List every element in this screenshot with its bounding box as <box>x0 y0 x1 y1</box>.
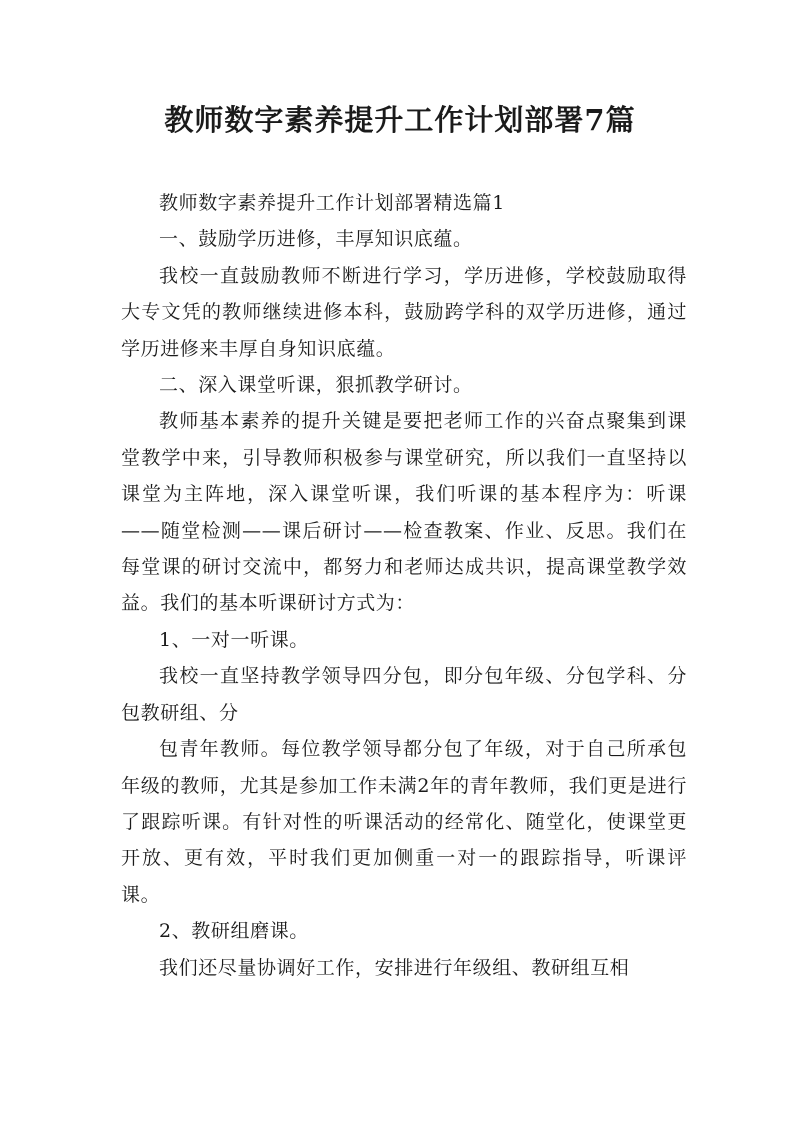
document-title: 教师数字素养提升工作计划部署7篇 <box>164 103 636 137</box>
section-heading-2: 二、深入课堂听课，狠抓教学研讨。 <box>159 374 473 397</box>
paragraph: 我校一直坚持教学领导四分包，即分包年级、分包学科、分包教研组、分 <box>121 665 687 724</box>
paragraph: 包青年教师。每位教学领导都分包了年级，对于自己所承包年级的教师，尤其是参加工作未满2年的青年教师，我们更是进行了跟踪听课。有针对性的听课活动的经常化、随堂化，使课堂更开放、更有效，平时我们更加侧重一对一的跟踪指导，听课评课。 <box>121 738 687 906</box>
section-heading-selection: 教师数字素养提升工作计划部署精选篇1 <box>159 192 505 214</box>
section-heading-1: 一、鼓励学历进修，丰厚知识底蕴。 <box>159 228 473 251</box>
paragraph: 教师基本素养的提升关键是要把老师工作的兴奋点聚集到课堂教学中来，引导教师积极参与课堂研究，所以我们一直坚持以课堂为主阵地，深入课堂听课，我们听课的基本程序为：听课——随堂检测——课后研讨——检查教案、作业、反思。我们在每堂课的研讨交流中，都努力和老师达成共识，提高课堂教学效益。我们的基本听课研讨方式为： <box>121 410 687 615</box>
document-body <box>121 185 687 986</box>
paragraph: 我们还尽量协调好工作，安排进行年级组、教研组互相 <box>159 956 630 979</box>
subsection-heading-1: 1、一对一听课。 <box>159 628 309 651</box>
paragraph: 我校一直鼓励教师不断进行学习，学历进修，学校鼓励取得大专文凭的教师继续进修本科，鼓励跨学科的双学历进修，通过学历进修来丰厚自身知识底蕴。 <box>121 264 687 360</box>
subsection-heading-2: 2、教研组磨课。 <box>159 920 309 943</box>
